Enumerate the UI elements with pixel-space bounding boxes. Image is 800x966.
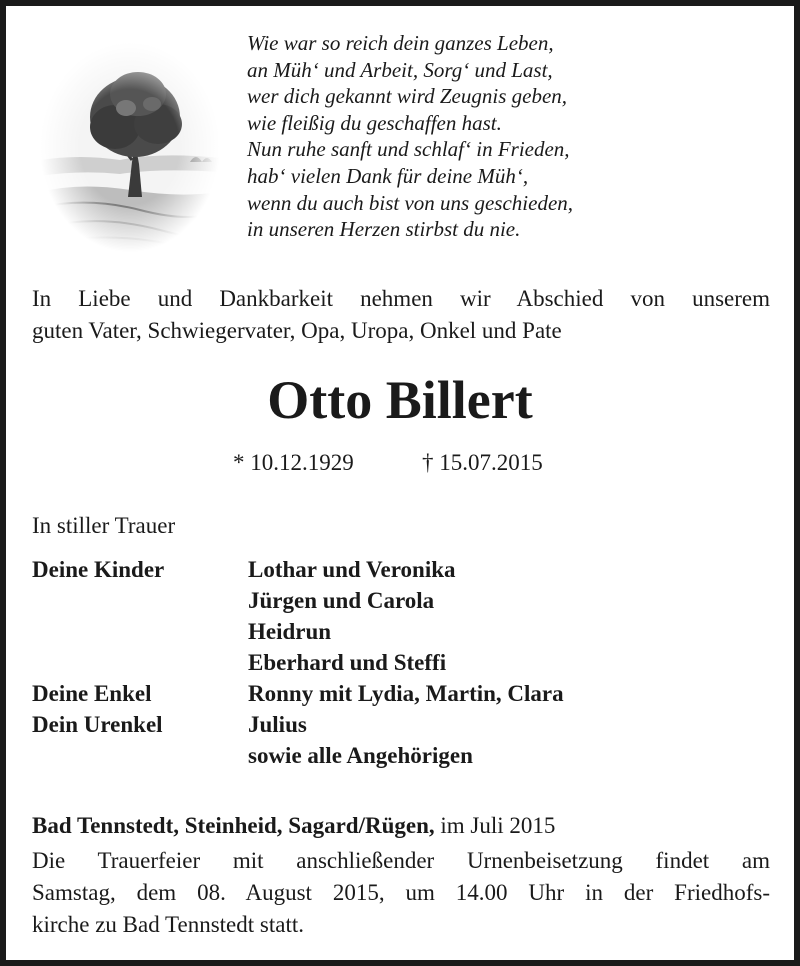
mourner-role: Dein Urenkel <box>32 712 163 737</box>
memorial-poem <box>247 30 573 243</box>
tree-illustration-icon <box>40 42 220 252</box>
intro-line: In Liebe und Dankbarkeit nehmen wir Abschied von unserem <box>32 286 770 311</box>
mourner-names: sowie alle Angehörigen <box>248 743 473 768</box>
poem-line: Wie war so reich dein ganzes Leben, <box>247 31 554 55</box>
poem-line: wenn du auch bist von uns geschieden, <box>247 190 574 215</box>
mourner-names: Julius <box>248 712 307 737</box>
poem-line: wie fleißig du geschaffen hast. <box>247 110 502 135</box>
poem-line: Nun ruhe sanft und schlaf‘ in Frieden, <box>247 137 570 162</box>
place-and-date <box>32 809 555 843</box>
mourning-intro: In stiller Trauer <box>32 513 176 538</box>
farewell-intro <box>32 283 770 347</box>
towns: Bad Tennstedt, Steinheid, Sagard/Rügen, <box>32 813 435 838</box>
mourner-names: Lothar und Veronika <box>248 557 456 582</box>
intro-line: guten Vater, Schwiegervater, Opa, Uropa, Onkel und Pate <box>32 318 562 343</box>
poem-line: hab‘ vielen Dank für deine Müh‘, <box>247 163 529 188</box>
notice-date: im Juli 2015 <box>440 813 556 838</box>
deceased-name: Otto Billert <box>267 370 533 430</box>
ceremony-notice <box>32 845 770 941</box>
mourner-role: Deine Kinder <box>32 557 165 582</box>
mourner-names: Ronny mit Lydia, Martin, Clara <box>248 681 564 706</box>
mourner-names: Heidrun <box>248 619 332 644</box>
ceremony-line: kirche zu Bad Tennstedt statt. <box>32 912 304 937</box>
death-date: † 15.07.2015 <box>422 450 543 475</box>
ceremony-line: Samstag, dem 08. August 2015, um 14.00 Uhr in der Friedhofs- <box>32 880 770 905</box>
mourner-names: Eberhard und Steffi <box>248 650 447 675</box>
poem-line: wer dich gekannt wird Zeugnis geben, <box>247 84 568 109</box>
poem-line: in unseren Herzen stirbst du nie. <box>247 217 521 242</box>
mourner-names: Jürgen und Carola <box>248 588 435 613</box>
ceremony-line: Die Trauerfeier mit anschließender Urnenbeisetzung findet am <box>32 848 770 873</box>
birth-date: * 10.12.1929 <box>233 450 354 475</box>
poem-line: an Müh‘ und Arbeit, Sorg‘ und Last, <box>247 57 553 82</box>
mourner-role: Deine Enkel <box>32 681 152 706</box>
